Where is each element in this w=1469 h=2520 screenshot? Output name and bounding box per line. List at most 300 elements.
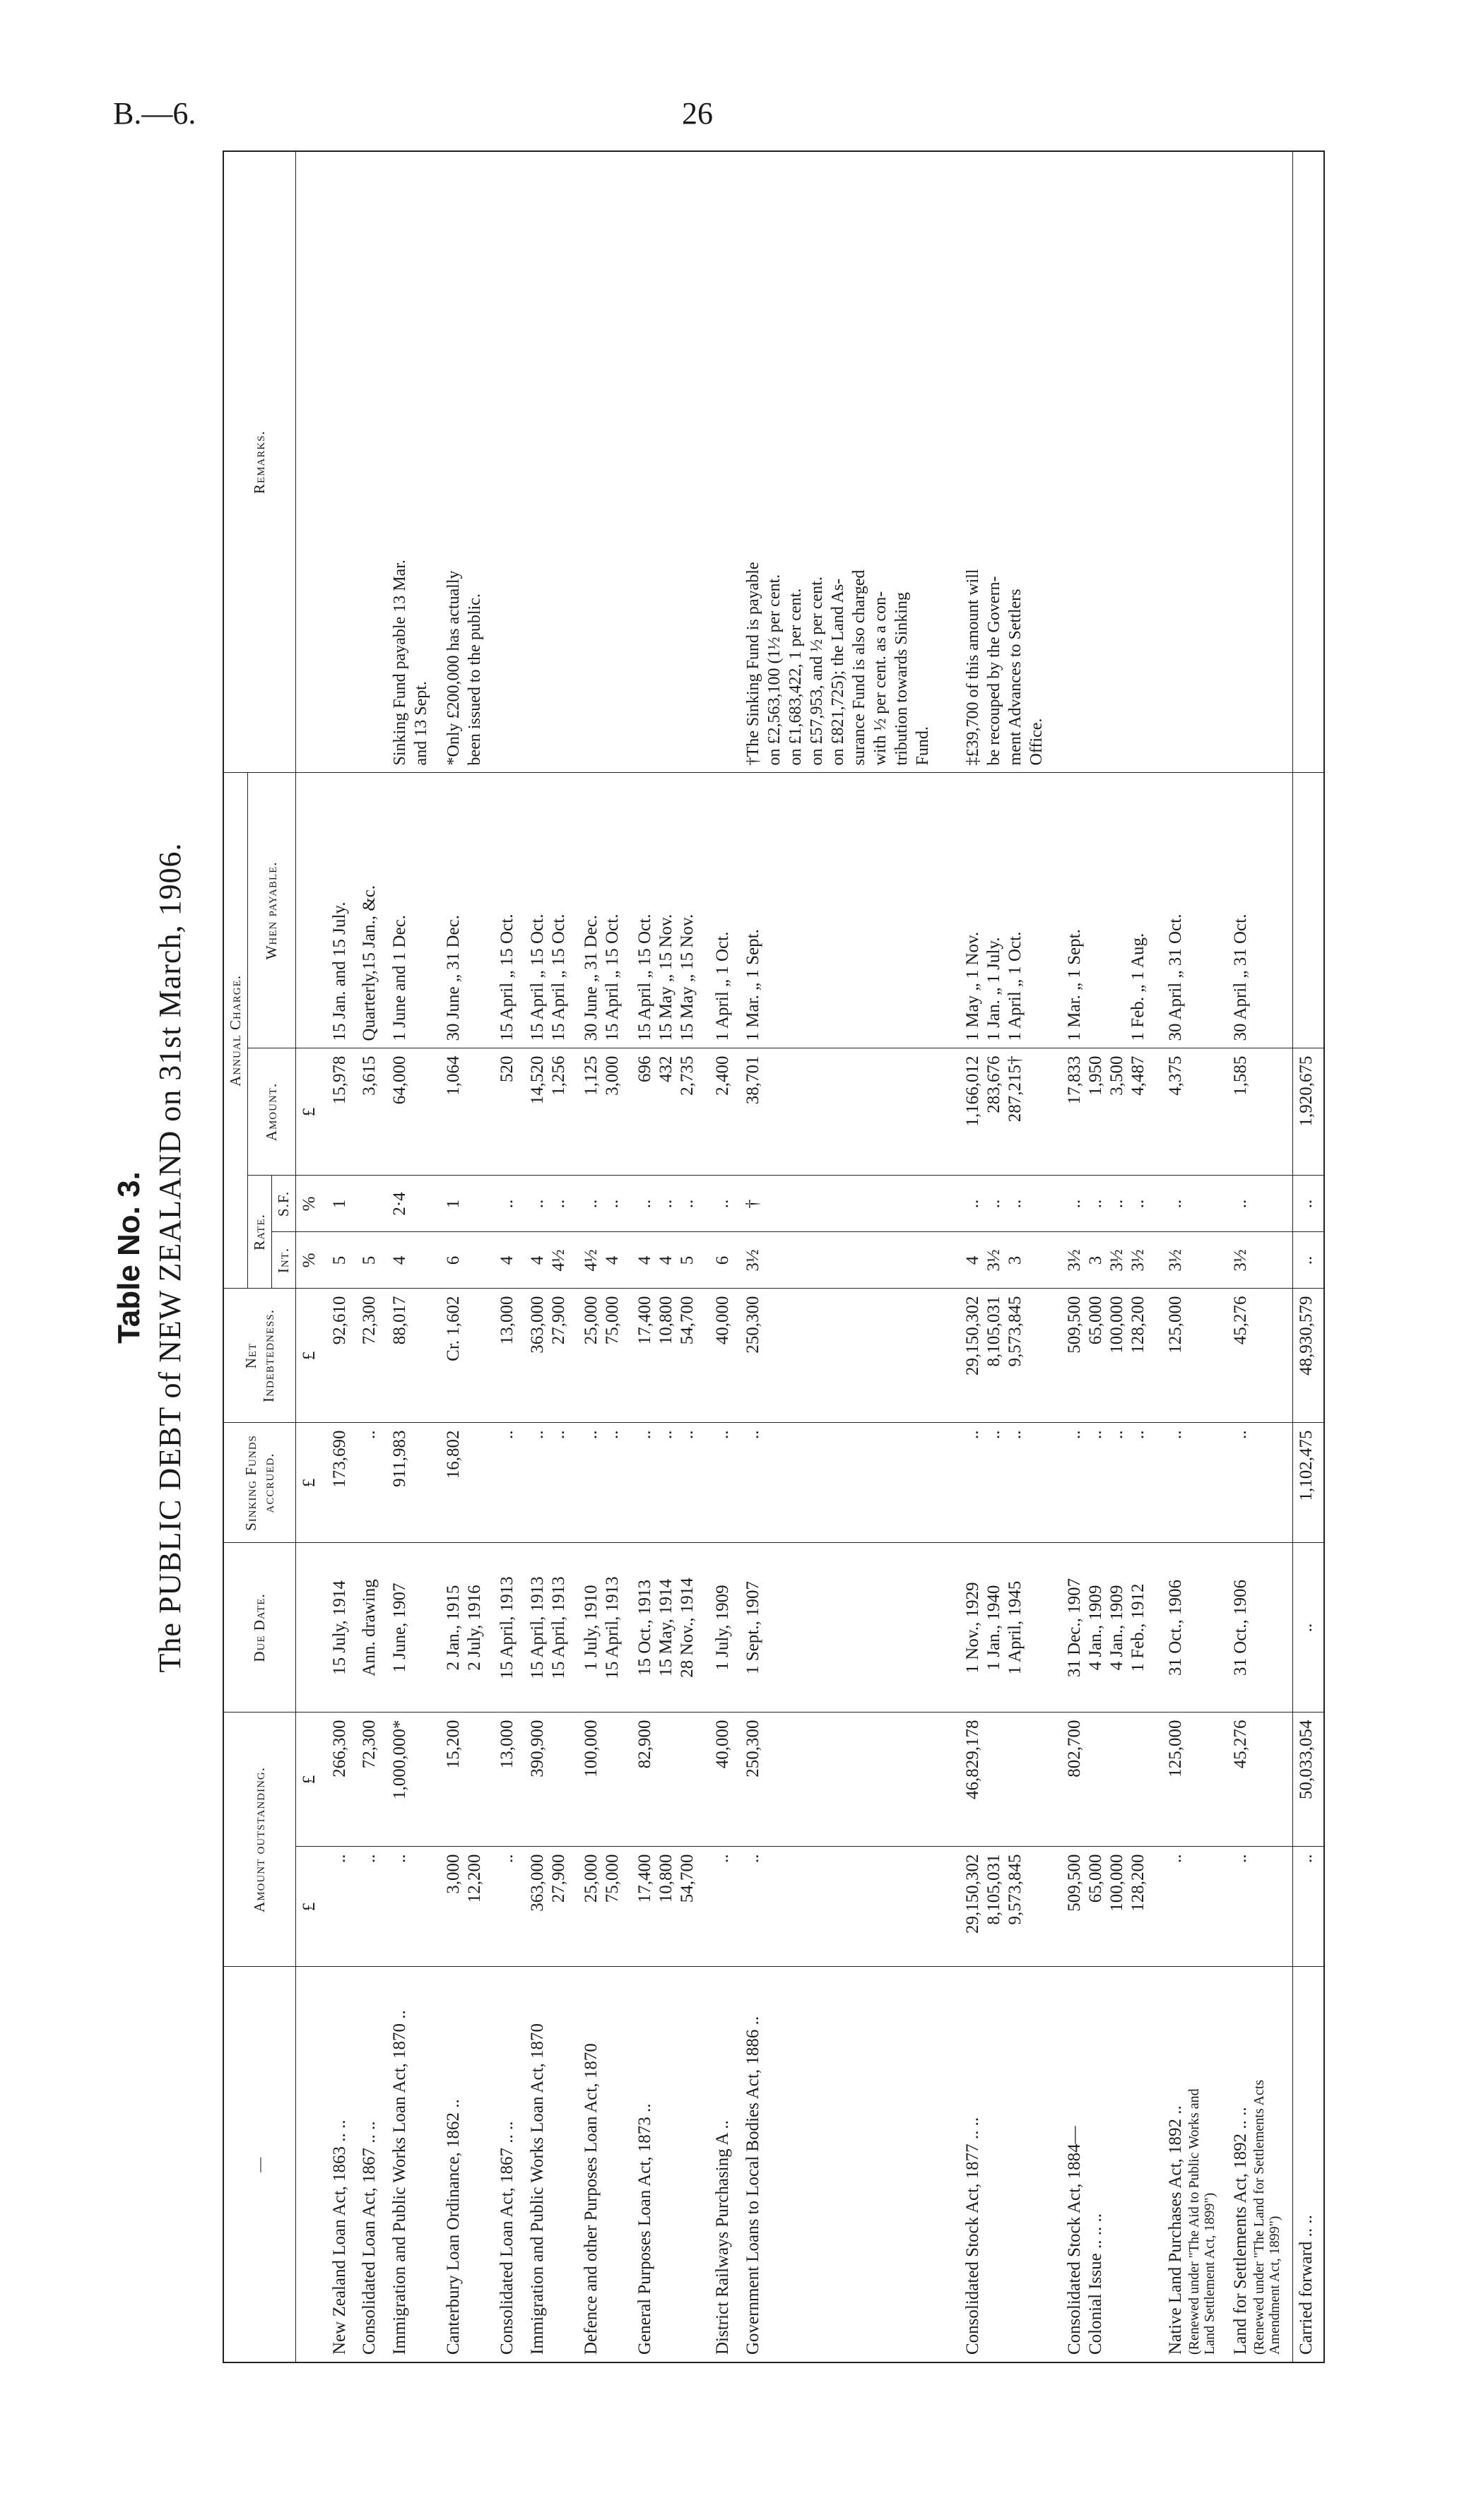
amount-outstanding-text: 802,700 <box>1064 1720 1084 1777</box>
loan-name-text: New Zealand Loan Act, 1863 .. .. <box>329 2119 349 2355</box>
when-payable-text: 15 April „ 15 Oct. 15 May „ 15 Nov. 15 May „ 15 Nov. <box>635 913 697 1041</box>
due-date-text: 1 July, 1909 <box>713 1585 733 1671</box>
due-date <box>1227 1543 1293 1712</box>
loan-name <box>494 1967 524 2362</box>
amount-outstanding <box>524 1712 578 1847</box>
partial-amount-text: .. <box>713 1854 733 1863</box>
rate-int-text: 3½ <box>1231 1249 1251 1272</box>
partial-amount <box>494 1847 524 1967</box>
rate-int <box>440 1232 494 1289</box>
loan-name <box>632 1967 709 2362</box>
annual-amount-text: 1,585 <box>1231 1055 1251 1096</box>
remarks <box>578 151 632 773</box>
loan-name-text: Land for Settlements Act, 1892 .. .. <box>1231 2107 1251 2355</box>
remarks <box>709 151 740 773</box>
when-payable <box>356 773 387 1048</box>
cf-sf: .. <box>1293 1176 1324 1232</box>
table-row <box>440 151 494 2362</box>
loan-name <box>1227 1967 1293 2362</box>
loan-name <box>1061 1967 1162 2362</box>
public-debt-table <box>223 150 1325 2363</box>
rate-int-text: 4 <box>497 1255 517 1265</box>
rate-int <box>494 1232 524 1289</box>
due-date <box>356 1543 387 1712</box>
sinking-funds <box>1061 1423 1162 1543</box>
remarks-text: ‡£39,700 of this amount will be recouped by the Govern- ment Advances to Settlers Office. <box>964 569 1046 766</box>
remarks <box>387 151 440 773</box>
amount-outstanding <box>709 1712 740 1847</box>
net-indebtedness <box>494 1289 524 1423</box>
rate-sf-text: 1 <box>329 1199 349 1209</box>
partial-amount <box>1061 1847 1162 1967</box>
annual-amount <box>709 1048 740 1176</box>
sinking-funds <box>326 1423 357 1543</box>
rate-int-text: 4 4½ <box>527 1249 568 1272</box>
annual-amount <box>356 1048 387 1176</box>
page-number: 26 <box>682 96 713 131</box>
rate-sf-text: .. .. .. <box>635 1199 697 1209</box>
loan-name <box>960 1967 1061 2362</box>
loan-name <box>740 1967 960 2362</box>
due-date <box>632 1543 709 1712</box>
partial-amount-text: 3,000 12,200 <box>444 1854 485 1903</box>
annual-amount <box>740 1048 960 1176</box>
sinking-funds <box>494 1423 524 1543</box>
when-payable-text: 1 June and 1 Dec. <box>389 915 409 1041</box>
when-payable-text: Quarterly,15 Jan., &c. <box>360 885 379 1041</box>
partial-amount <box>356 1847 387 1967</box>
loan-renewal-note: (Renewed under "The Land for Settlements Acts Amendment Act, 1899") <box>1251 2079 1283 2355</box>
table-row <box>578 151 632 2362</box>
due-date-text: 15 April, 1913 15 April, 1913 <box>527 1576 568 1679</box>
rate-sf-text: .. <box>713 1199 733 1209</box>
amount-outstanding-text: 13,000 <box>497 1720 517 1769</box>
partial-amount <box>632 1847 709 1967</box>
amount-outstanding <box>1162 1712 1227 1847</box>
annual-amount <box>632 1048 709 1176</box>
header-row-1 <box>223 151 248 2362</box>
remarks <box>1227 151 1293 773</box>
table-row <box>632 151 709 2362</box>
annual-amount <box>960 1048 1061 1176</box>
sinking-funds <box>387 1423 440 1543</box>
when-payable-text: 30 April „ 31 Oct. <box>1231 913 1251 1041</box>
when-payable <box>326 773 357 1048</box>
loan-name <box>440 1967 494 2362</box>
cf-charge: 1,920,675 <box>1293 1048 1324 1176</box>
rate-sf <box>387 1176 440 1232</box>
due-date-text: 2 Jan., 1915 2 July, 1916 <box>444 1585 485 1671</box>
when-payable <box>440 773 494 1048</box>
when-payable <box>387 773 440 1048</box>
rate-sf <box>356 1176 387 1232</box>
rate-int <box>326 1232 357 1289</box>
partial-amount <box>1162 1847 1227 1967</box>
annual-amount-text: 64,000 <box>389 1055 409 1105</box>
sinking-funds-text: .. .. <box>582 1430 623 1439</box>
amount-outstanding <box>356 1712 387 1847</box>
amount-outstanding <box>494 1712 524 1847</box>
due-date-text: 31 Oct., 1906 <box>1231 1579 1251 1676</box>
annual-amount-text: 696 432 2,735 <box>635 1055 697 1096</box>
annual-amount-text: 38,701 <box>743 1055 762 1105</box>
due-date-text: 15 Oct., 1913 15 May, 1914 28 Nov., 1914 <box>635 1578 697 1678</box>
rate-int-text: 3½ <box>1166 1249 1186 1272</box>
net-indebtedness-text: 45,276 <box>1231 1296 1251 1345</box>
remarks <box>1061 151 1162 773</box>
partial-amount-text: 509,500 65,000 100,000 128,200 <box>1064 1854 1148 1912</box>
loan-name-text: Consolidated Loan Act, 1867 .. .. <box>497 2121 517 2355</box>
annual-amount <box>387 1048 440 1176</box>
rate-int <box>960 1232 1061 1289</box>
sinking-funds-text: .. .. .. <box>963 1430 1025 1439</box>
sinking-funds <box>1162 1423 1227 1543</box>
remarks <box>524 151 578 773</box>
amount-outstanding <box>578 1712 632 1847</box>
loan-name <box>326 1967 357 2362</box>
when-payable <box>524 773 578 1048</box>
due-date <box>387 1543 440 1712</box>
table-row <box>494 151 524 2362</box>
partial-amount <box>326 1847 357 1967</box>
unit-percent: % <box>296 1176 326 1232</box>
table-row <box>387 151 440 2362</box>
loan-name <box>578 1967 632 2362</box>
loan-name-text: Canterbury Loan Ordinance, 1862 .. <box>444 2099 464 2355</box>
partial-amount <box>709 1847 740 1967</box>
rate-sf-text: .. <box>1231 1199 1251 1209</box>
loan-renewal-note: (Renewed under "The Aid to Public Works and Land Settlement Act, 1899") <box>1186 2088 1218 2355</box>
net-indebtedness <box>740 1289 960 1423</box>
net-indebtedness <box>524 1289 578 1423</box>
due-date-text: 1 Sept., 1907 <box>743 1581 762 1674</box>
loan-name <box>387 1967 440 2362</box>
amount-outstanding-text: 40,000 <box>713 1720 733 1769</box>
rate-sf <box>494 1176 524 1232</box>
rate-int <box>578 1232 632 1289</box>
rate-int-text: 5 <box>329 1255 349 1265</box>
due-date-text: 15 July, 1914 <box>329 1580 349 1675</box>
when-payable <box>740 773 960 1048</box>
net-indebtedness <box>387 1289 440 1423</box>
annual-amount <box>1227 1048 1293 1176</box>
rate-sf <box>1162 1176 1227 1232</box>
sinking-funds-text: 173,690 <box>329 1430 349 1488</box>
due-date <box>740 1543 960 1712</box>
rate-sf <box>578 1176 632 1232</box>
table-row <box>740 151 960 2362</box>
when-payable-text: 1 Mar. „ 1 Sept. <box>743 929 762 1041</box>
net-indebtedness-text: 509,500 65,000 100,000 128,200 <box>1064 1296 1148 1354</box>
rate-int <box>524 1232 578 1289</box>
rate-sf-text: 2·4 <box>389 1192 409 1216</box>
sinking-funds <box>356 1423 387 1543</box>
partial-amount <box>387 1847 440 1967</box>
net-indebtedness <box>709 1289 740 1423</box>
unit-pound: £ <box>296 1423 326 1543</box>
rate-sf-text: .. .. <box>582 1199 623 1209</box>
loan-name-text: Consolidated Stock Act, 1884— Colonial Issue .. .. .. <box>1064 2126 1105 2355</box>
annual-amount-text: 1,166,012 283,676 287,215† <box>963 1055 1025 1127</box>
partial-amount-text: .. <box>1231 1854 1251 1863</box>
partial-amount-text: .. <box>1166 1854 1186 1863</box>
rate-int <box>632 1232 709 1289</box>
amount-outstanding <box>326 1712 357 1847</box>
cf-int: .. <box>1293 1232 1324 1289</box>
annual-amount-text: 2,400 <box>713 1055 733 1096</box>
table-title-block <box>110 110 216 2406</box>
amount-outstanding <box>632 1712 709 1847</box>
net-indebtedness-text: 72,300 <box>360 1296 379 1345</box>
rate-sf-text: † <box>743 1199 762 1209</box>
rate-sf-text: .. <box>1166 1199 1186 1209</box>
col-header-amount: Amount. <box>248 1048 296 1176</box>
amount-outstanding-text: 15,200 <box>444 1720 464 1769</box>
units-row <box>296 151 326 2362</box>
col-header-sinking-funds: Sinking Funds accrued. <box>223 1423 296 1543</box>
amount-outstanding-text: 250,300 <box>743 1720 762 1777</box>
unit-percent: % <box>296 1232 326 1289</box>
table-row <box>960 151 1061 2362</box>
rate-int <box>740 1232 960 1289</box>
rate-sf-text: 1 <box>444 1199 464 1209</box>
partial-amount-text: .. <box>329 1854 349 1863</box>
loan-name-text: Consolidated Stock Act, 1877 .. .. <box>963 2117 983 2355</box>
due-date <box>1162 1543 1227 1712</box>
col-header-annual-charge: Annual Charge. <box>223 773 248 1289</box>
sinking-funds <box>740 1423 960 1543</box>
when-payable-text: 15 April „ 15 Oct. <box>497 913 517 1041</box>
partial-amount-text: 17,400 10,800 54,700 <box>635 1854 697 1903</box>
partial-amount-text: 29,150,302 8,105,031 9,573,845 <box>963 1854 1025 1934</box>
col-header-remarks: Remarks. <box>223 151 296 773</box>
rate-sf <box>524 1176 578 1232</box>
rate-int <box>709 1232 740 1289</box>
net-indebtedness <box>356 1289 387 1423</box>
rate-sf <box>1227 1176 1293 1232</box>
rate-int-text: 6 <box>713 1255 733 1265</box>
annual-amount-text: 15,978 <box>329 1055 349 1105</box>
table-caption: The PUBLIC DEBT of NEW ZEALAND on 31st March, 1906. <box>153 842 187 1673</box>
due-date-text: 1 June, 1907 <box>389 1583 409 1673</box>
net-indebtedness <box>1061 1289 1162 1423</box>
rate-sf-text: .. <box>497 1199 517 1209</box>
rotated-table-sheet <box>110 110 1335 2406</box>
sinking-funds <box>960 1423 1061 1543</box>
cf-sinking: 1,102,475 <box>1293 1423 1324 1543</box>
table-row <box>1227 151 1293 2362</box>
sinking-funds-text: .. <box>1166 1430 1186 1439</box>
loan-name-text: Consolidated Loan Act, 1867 .. .. <box>360 2121 379 2355</box>
net-indebtedness-text: 125,000 <box>1166 1296 1186 1354</box>
net-indebtedness <box>326 1289 357 1423</box>
rate-int-text: 5 <box>360 1255 379 1265</box>
due-date <box>494 1543 524 1712</box>
annual-amount-text: 14,520 1,256 <box>527 1055 568 1105</box>
loan-name <box>1162 1967 1227 2362</box>
rate-sf-text: .. .. .. <box>963 1199 1025 1209</box>
amount-outstanding-text: 72,300 <box>360 1720 379 1769</box>
net-indebtedness-text: 92,610 <box>329 1296 349 1345</box>
due-date-text: Ann. drawing <box>360 1579 379 1676</box>
due-date-text: 31 Dec., 1907 4 Jan., 1909 4 Jan., 1909 1 Feb., 1912 <box>1064 1578 1148 1678</box>
loan-name <box>356 1967 387 2362</box>
sinking-funds <box>440 1423 494 1543</box>
partial-amount-text: .. <box>360 1854 379 1863</box>
rate-int <box>1162 1232 1227 1289</box>
annual-amount-text: 4,375 <box>1166 1055 1186 1096</box>
sinking-funds-text: 911,983 <box>389 1430 409 1487</box>
remarks <box>494 151 524 773</box>
when-payable-text: 15 Jan. and 15 July. <box>329 901 349 1041</box>
amount-outstanding-text: 1,000,000* <box>389 1720 409 1799</box>
loan-name-text: Immigration and Public Works Loan Act, 1870 .. <box>389 2010 409 2355</box>
partial-amount-text: .. <box>743 1854 762 1863</box>
rate-int-text: 3½ <box>743 1249 762 1272</box>
when-payable <box>1227 773 1293 1048</box>
annual-amount-text: 520 <box>497 1055 517 1082</box>
table-row <box>326 151 357 2362</box>
sinking-funds-text: .. <box>743 1430 762 1439</box>
sinking-funds <box>632 1423 709 1543</box>
due-date-text: 1 Nov., 1929 1 Jan., 1940 1 April, 1945 <box>963 1580 1025 1675</box>
col-header-when-payable: When payable. <box>248 773 296 1048</box>
rate-int-text: 4½ 4 <box>582 1249 623 1272</box>
rate-sf <box>632 1176 709 1232</box>
col-header-amount-outstanding: Amount outstanding. <box>223 1712 296 1967</box>
when-payable <box>1162 773 1227 1048</box>
rate-int-text: 4 <box>389 1255 409 1265</box>
net-indebtedness <box>578 1289 632 1423</box>
amount-outstanding <box>440 1712 494 1847</box>
amount-outstanding-text: 390,900 <box>527 1720 547 1777</box>
rate-int <box>1227 1232 1293 1289</box>
partial-amount <box>740 1847 960 1967</box>
amount-outstanding <box>1061 1712 1162 1847</box>
when-payable <box>632 773 709 1048</box>
annual-amount <box>326 1048 357 1176</box>
cf-partial: .. <box>1293 1847 1324 1967</box>
remarks <box>1162 151 1227 773</box>
when-payable-text: 15 April „ 15 Oct. 15 April „ 15 Oct. <box>527 913 568 1041</box>
net-indebtedness-text: 40,000 <box>713 1296 733 1345</box>
rate-int-text: 6 <box>444 1255 464 1265</box>
when-payable-text: 1 Mar. „ 1 Sept. 1 Feb. „ 1 Aug. <box>1064 929 1148 1041</box>
amount-outstanding <box>740 1712 960 1847</box>
net-indebtedness-text: Cr. 1,602 <box>444 1296 464 1361</box>
sinking-funds-text: .. .. .. <box>635 1430 697 1439</box>
partial-amount <box>524 1847 578 1967</box>
annual-amount <box>494 1048 524 1176</box>
partial-amount-text: .. <box>389 1854 409 1863</box>
annual-amount-text: 3,615 <box>360 1055 379 1096</box>
rate-sf <box>1061 1176 1162 1232</box>
sinking-funds <box>709 1423 740 1543</box>
table-row <box>356 151 387 2362</box>
table-row <box>1162 151 1227 2362</box>
rate-int-text: 4 4 5 <box>635 1255 697 1265</box>
amount-outstanding-text: 45,276 <box>1231 1720 1251 1769</box>
annual-amount-text: 1,125 3,000 <box>582 1055 623 1096</box>
unit-pound: £ <box>296 1289 326 1423</box>
rate-sf <box>960 1176 1061 1232</box>
sinking-funds-text: .. <box>1231 1430 1251 1439</box>
when-payable <box>494 773 524 1048</box>
annual-amount <box>440 1048 494 1176</box>
when-payable <box>1061 773 1162 1048</box>
remarks <box>960 151 1061 773</box>
amount-outstanding-text: 125,000 <box>1166 1720 1186 1777</box>
sinking-funds-text: .. <box>713 1430 733 1439</box>
remarks-text: †The Sinking Fund is payable on £2,563,100 (1½ per cent. on £1,683,422, 1 per cent. on £57,953, and ½ per cent. on £821,725); the Land As- surance Fund is also charged with ½ per cent. as a con- tribution towards Sinking Fund. <box>743 562 932 766</box>
due-date-text: 31 Oct., 1906 <box>1166 1579 1186 1676</box>
amount-outstanding-text: 46,829,178 <box>963 1720 983 1799</box>
net-indebtedness-text: 13,000 <box>497 1296 517 1345</box>
remarks-text: *Only £200,000 has actually been issued to the public. <box>444 570 485 766</box>
net-indebtedness <box>1227 1289 1293 1423</box>
table-row <box>709 151 740 2362</box>
when-payable-text: 1 May „ 1 Nov. 1 Jan. „ 1 July. 1 April „ 1 Oct. <box>963 931 1025 1041</box>
net-indebtedness <box>960 1289 1061 1423</box>
rate-int <box>356 1232 387 1289</box>
due-date <box>709 1543 740 1712</box>
due-date-text: 1 July, 1910 15 April, 1913 <box>582 1576 623 1679</box>
annual-amount-text: 17,833 1,950 3,500 4,487 <box>1064 1055 1148 1105</box>
sinking-funds <box>578 1423 632 1543</box>
rate-sf-text: .. .. <box>527 1199 568 1209</box>
amount-outstanding-text: 82,900 <box>635 1720 655 1769</box>
annual-amount <box>1061 1048 1162 1176</box>
table-row <box>1061 151 1162 2362</box>
rate-int-text: 4 3½ 3 <box>963 1249 1025 1272</box>
rate-sf <box>326 1176 357 1232</box>
cf-amount: 50,033,054 <box>1293 1712 1324 1847</box>
amount-outstanding-text: 266,300 <box>329 1720 349 1777</box>
loan-name-text: Government Loans to Local Bodies Act, 1886 .. <box>743 2016 762 2355</box>
net-indebtedness <box>440 1289 494 1423</box>
net-indebtedness-text: 363,000 27,900 <box>527 1296 568 1354</box>
when-payable-text: 1 April „ 1 Oct. <box>713 931 733 1041</box>
annual-amount <box>578 1048 632 1176</box>
col-header-net-indebtedness: Net Indebtedness. <box>223 1289 296 1423</box>
col-header-loan: — <box>223 1967 296 2362</box>
when-payable <box>578 773 632 1048</box>
amount-outstanding <box>960 1712 1061 1847</box>
loan-name-text: Defence and other Purposes Loan Act, 1870 <box>582 2043 601 2355</box>
unit-pound: £ <box>296 1847 326 1967</box>
sinking-funds-text: .. .. <box>527 1430 568 1439</box>
amount-outstanding-text: 100,000 <box>582 1720 601 1777</box>
col-header-rate-sf: S.F. <box>272 1176 296 1232</box>
net-indebtedness-text: 29,150,302 8,105,031 9,573,845 <box>963 1296 1025 1376</box>
cf-net: 48,930,579 <box>1293 1289 1324 1423</box>
due-date <box>440 1543 494 1712</box>
due-date <box>326 1543 357 1712</box>
due-date <box>524 1543 578 1712</box>
annual-amount <box>1162 1048 1227 1176</box>
page-identifier: B.—6. <box>113 96 196 131</box>
loan-name-text: Immigration and Public Works Loan Act, 1870 <box>527 2023 547 2355</box>
net-indebtedness <box>632 1289 709 1423</box>
rate-sf-text: .. .. .. .. <box>1064 1199 1148 1209</box>
partial-amount <box>578 1847 632 1967</box>
partial-amount-text: 25,000 75,000 <box>582 1854 623 1903</box>
when-payable-text: 30 June „ 31 Dec. 15 April „ 15 Oct. <box>582 913 623 1041</box>
remarks <box>440 151 494 773</box>
rate-int-text: 3½ 3 3½ 3½ <box>1064 1249 1148 1272</box>
net-indebtedness-text: 88,017 <box>389 1296 409 1345</box>
net-indebtedness-text: 25,000 75,000 <box>582 1296 623 1345</box>
